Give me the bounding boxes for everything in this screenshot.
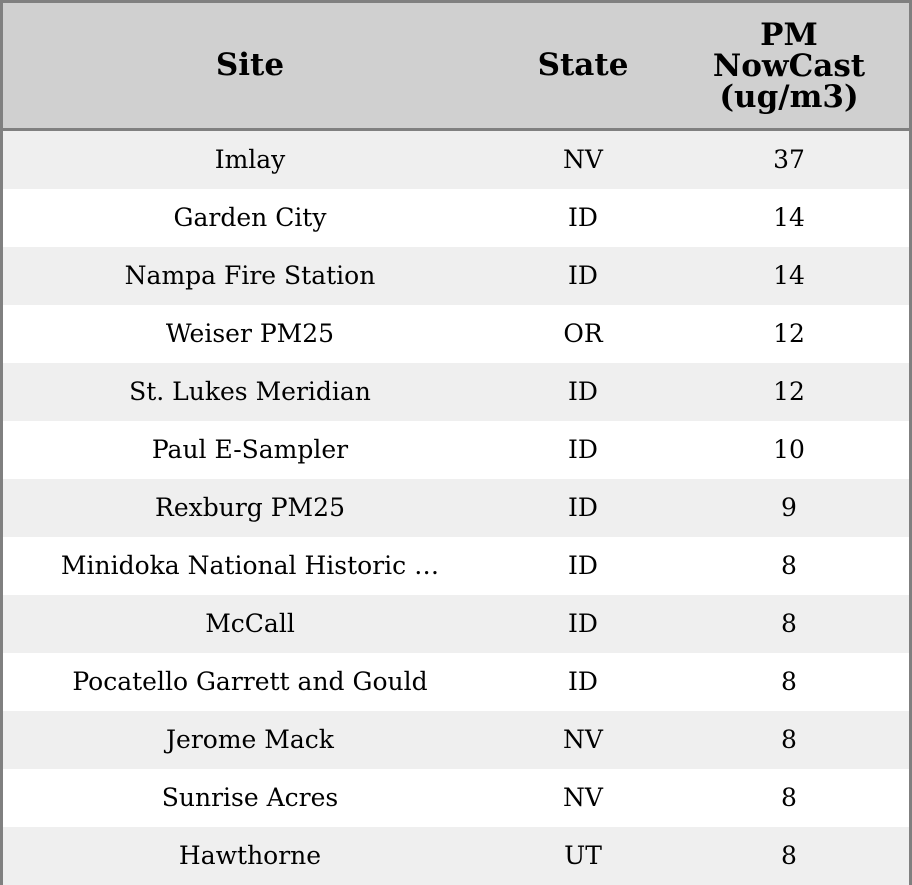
pm-nowcast-cell: 8 [669, 537, 909, 595]
table-body [3, 129, 909, 885]
table-row [3, 421, 909, 479]
state-cell: NV [497, 769, 669, 827]
site-cell: Hawthorne [3, 827, 497, 885]
state-cell: NV [497, 711, 669, 769]
state-cell: ID [497, 653, 669, 711]
pm-nowcast-cell: 8 [669, 827, 909, 885]
site-cell: Weiser PM25 [3, 305, 497, 363]
site-cell: Pocatello Garrett and Gould [3, 653, 497, 711]
site-cell: Garden City [3, 189, 497, 247]
header-row [3, 3, 909, 129]
site-cell: Paul E-Sampler [3, 421, 497, 479]
table-row [3, 129, 909, 189]
state-cell: ID [497, 247, 669, 305]
site-cell: Imlay [3, 129, 497, 189]
pm-nowcast-cell: 10 [669, 421, 909, 479]
pm-nowcast-cell: 8 [669, 653, 909, 711]
pm-nowcast-cell: 14 [669, 189, 909, 247]
table-row [3, 479, 909, 537]
site-cell: McCall [3, 595, 497, 653]
pm-header-line-1: PM [760, 16, 818, 53]
table-row [3, 363, 909, 421]
pm-nowcast-table [3, 3, 909, 885]
column-header-site[interactable]: Site [3, 3, 497, 129]
site-cell: Sunrise Acres [3, 769, 497, 827]
pm-nowcast-cell: 14 [669, 247, 909, 305]
state-cell: ID [497, 595, 669, 653]
column-header-state[interactable]: State [497, 3, 669, 129]
state-cell: UT [497, 827, 669, 885]
pm-nowcast-cell: 37 [669, 129, 909, 189]
state-cell: OR [497, 305, 669, 363]
pm-nowcast-cell: 12 [669, 305, 909, 363]
table-row [3, 305, 909, 363]
table-row [3, 247, 909, 305]
pm-nowcast-cell: 9 [669, 479, 909, 537]
pm-header-line-3: (ug/m3) [719, 78, 859, 115]
pm-header-line-2: NowCast [712, 47, 866, 84]
state-cell: ID [497, 537, 669, 595]
table-row [3, 711, 909, 769]
state-cell: ID [497, 421, 669, 479]
site-cell: Nampa Fire Station [3, 247, 497, 305]
table-row [3, 827, 909, 885]
table-row [3, 189, 909, 247]
table-header [3, 3, 909, 129]
state-cell: ID [497, 363, 669, 421]
site-cell: Minidoka National Historic … [3, 537, 497, 595]
pm-nowcast-cell: 8 [669, 711, 909, 769]
state-cell: ID [497, 479, 669, 537]
table-row [3, 653, 909, 711]
column-header-pm-nowcast[interactable] [669, 3, 909, 129]
state-cell: ID [497, 189, 669, 247]
table-row [3, 769, 909, 827]
site-cell: St. Lukes Meridian [3, 363, 497, 421]
pm-nowcast-cell: 12 [669, 363, 909, 421]
site-cell: Rexburg PM25 [3, 479, 497, 537]
pm-nowcast-cell: 8 [669, 769, 909, 827]
pm-nowcast-cell: 8 [669, 595, 909, 653]
table-row [3, 537, 909, 595]
state-cell: NV [497, 129, 669, 189]
site-cell: Jerome Mack [3, 711, 497, 769]
table-row [3, 595, 909, 653]
